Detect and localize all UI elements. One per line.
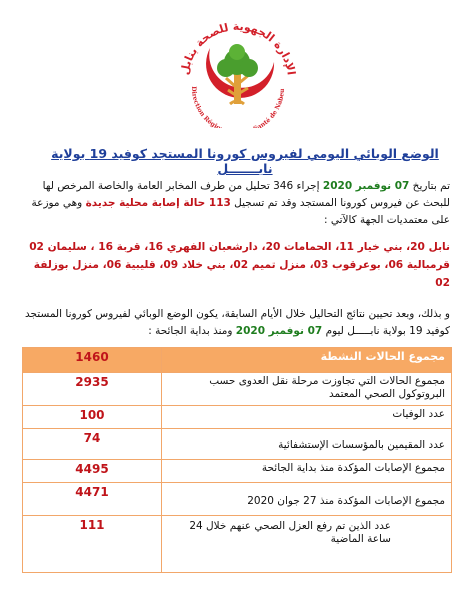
epidemic-stats-table [22,347,452,573]
report-date: 07 نوفمبر 2020 [322,180,410,192]
active-cases-value: 1460 [75,350,109,364]
cumulative-intro-paragraph: و بذلك، وبعد تحيين نتائج التحاليل خلال الأيام السابقة، يكون الوضع الوبائي لفيروس كورونا المستجد كوفيد 19 بولاية نابـــــل ليوم 07 نوفمبر 2020 ومنذ بداية الجائحة : [25,308,450,337]
table-row [23,515,451,572]
table-row [23,348,451,372]
deaths-label: عدد الوفيات [161,406,451,428]
recovered-label: مجموع الحالات التي تجاوزت مرحلة نقل العدوى حسب البروتوكول الصحي المعتمد [161,373,451,405]
isolation-lifted-value: 111 [79,518,105,532]
isolation-lifted-label: عدد الذين تم رفع العزل الصحي عنهم خلال 24 ساعة الماضية [161,516,451,572]
logo-latin-text: Direction Régio anté de Nabeu [189,86,287,128]
confirmed-since-june-value: 4471 [75,485,109,499]
confirmed-since-june-label: مجموع الإصابات المؤكدة منذ 27 جوان 2020 [161,483,451,515]
daily-report-paragraph: تم بتاريخ 07 نوفمبر 2020 إجراء 346 تحليل من طرف المخابر العامة والخاصة المرخص لها للبحث عن فيروس كورونا المستجد وقد تم تسجيل 113 حالة إصابة محلية جديدة وهي موزعة على معتمديات الجهة كالآتي : [31,180,450,226]
table-row [23,428,451,459]
table-row [23,372,451,405]
total-confirmed-value: 4495 [75,462,109,476]
cumulative-date: 07 نوفمبر 2020 [235,325,323,337]
recovered-value: 2935 [75,375,109,389]
cases-distribution [20,238,450,292]
total-confirmed-label: مجموع الإصابات المؤكدة منذ بداية الجائحة [161,460,451,482]
table-row [23,482,451,515]
distribution-line-1: نابل 20، بني خيار 11، الحمامات 20، دارشعبان الفهري 16، قربة 16 ، سليمان 02 [29,241,450,253]
hospitalized-value: 74 [83,431,101,445]
new-cases-count: 113 حالة إصابة محلية جديدة [85,197,231,209]
deaths-value: 100 [79,408,105,422]
table-row [23,459,451,482]
logo-arabic-text: الإدارة الجهوية للصحة بنابل [178,19,298,76]
table-row [23,405,451,428]
regional-health-logo [170,18,306,128]
logo-emblem-icon [170,18,306,128]
distribution-line-2: قرمبالية 06، بوعرقوب 03، منزل تميم 02، بني خلاد 09، قليبية 06، منزل بوزلفة 02 [33,259,450,289]
active-cases-label: مجموع الحالات النشطة [161,348,451,372]
page-title: الوضع الوبائي اليومي لفيروس كورونا المستجد كوفيد 19 بولاية نابـــــــل [51,146,439,176]
hospitalized-label: عدد المقيمين بالمؤسسات الإستشفائية [161,429,451,459]
